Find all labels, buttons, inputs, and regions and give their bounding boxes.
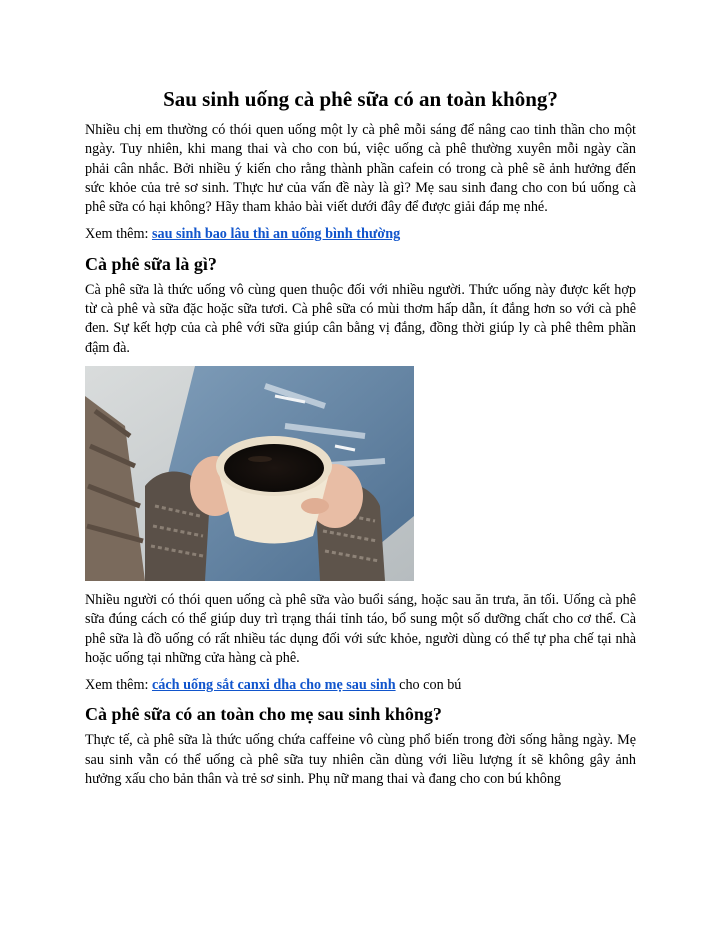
see-also-prefix: Xem thêm: — [85, 677, 152, 694]
section2-paragraph: Thực tế, cà phê sữa là thức uống chứa caffeine vô cùng phổ biến trong đời sống hằng ngày. Mẹ sau sinh vẫn có thể uống cà phê sữa tuy nhiên cần dùng với liều lượng ít sẽ không gây ảnh hưởng xấu cho bản thân và trẻ sơ sinh. Phụ nữ mang thai và đang cho con bú không — [85, 732, 636, 788]
see-also-prefix: Xem thêm: — [85, 226, 152, 243]
section-heading-coffee-milk: Cà phê sữa là gì? — [85, 253, 217, 274]
section-heading-safety: Cà phê sữa có an toàn cho mẹ sau sinh không? — [85, 704, 442, 725]
coffee-cup-photo — [85, 366, 414, 581]
section1-paragraph-2: Nhiều người có thói quen uống cà phê sữa vào buổi sáng, hoặc sau ăn trưa, ăn tối. Uống cà phê sữa đúng cách có thể giúp duy trì trạng thái tỉnh táo, bổ sung một số dưỡng chất cho cơ thể. Cà phê sữa là đồ uống có rất nhiều tác dụng đối với sức khỏe, người dùng có thể tự pha chế tại nhà hoặc uống tại những cửa hàng cà phê. — [85, 591, 636, 666]
intro-paragraph: Nhiều chị em thường có thói quen uống một ly cà phê mỗi sáng để nâng cao tinh thần cho một ngày. Tuy nhiên, khi mang thai và cho con bú, việc uống cà phê thường xuyên mỗi ngày cần phải cân nhắc. Bởi nhiều ý kiến cho rằng thành phần cafein có trong cà phê sẽ ảnh hưởng đến sức khỏe của trẻ sơ sinh. Thực hư của vấn đề này là gì? Mẹ sau sinh đang cho con bú uống cà phê sữa có hại không? Hãy tham khảo bài viết dưới đây để được giải đáp mẹ nhé. — [85, 122, 636, 216]
see-also-link-1[interactable]: sau sinh bao lâu thì an uống bình thường — [151, 226, 401, 243]
page-title: Sau sinh uống cà phê sữa có an toàn không? — [163, 87, 558, 111]
see-also-link-2[interactable]: cách uống sắt canxi dha cho mẹ sau sinh — [151, 677, 396, 694]
see-also-line-2 — [85, 676, 636, 695]
section1-paragraph: Cà phê sữa là thức uống vô cùng quen thuộc đối với nhiều người. Thức uống này được kết hợp từ cà phê và sữa đặc hoặc sữa tươi. Cà phê sữa có mùi thơm hấp dẫn, ít đắng hơn so với cà phê đen. Sự kết hợp của cà phê với sữa giúp cân bằng vị đắng, đồng thời giúp ly cà phê thêm phần đậm đà. — [85, 281, 636, 356]
see-also-suffix: cho con bú — [395, 677, 462, 694]
document-page — [85, 86, 636, 797]
see-also-line-1 — [85, 225, 636, 244]
